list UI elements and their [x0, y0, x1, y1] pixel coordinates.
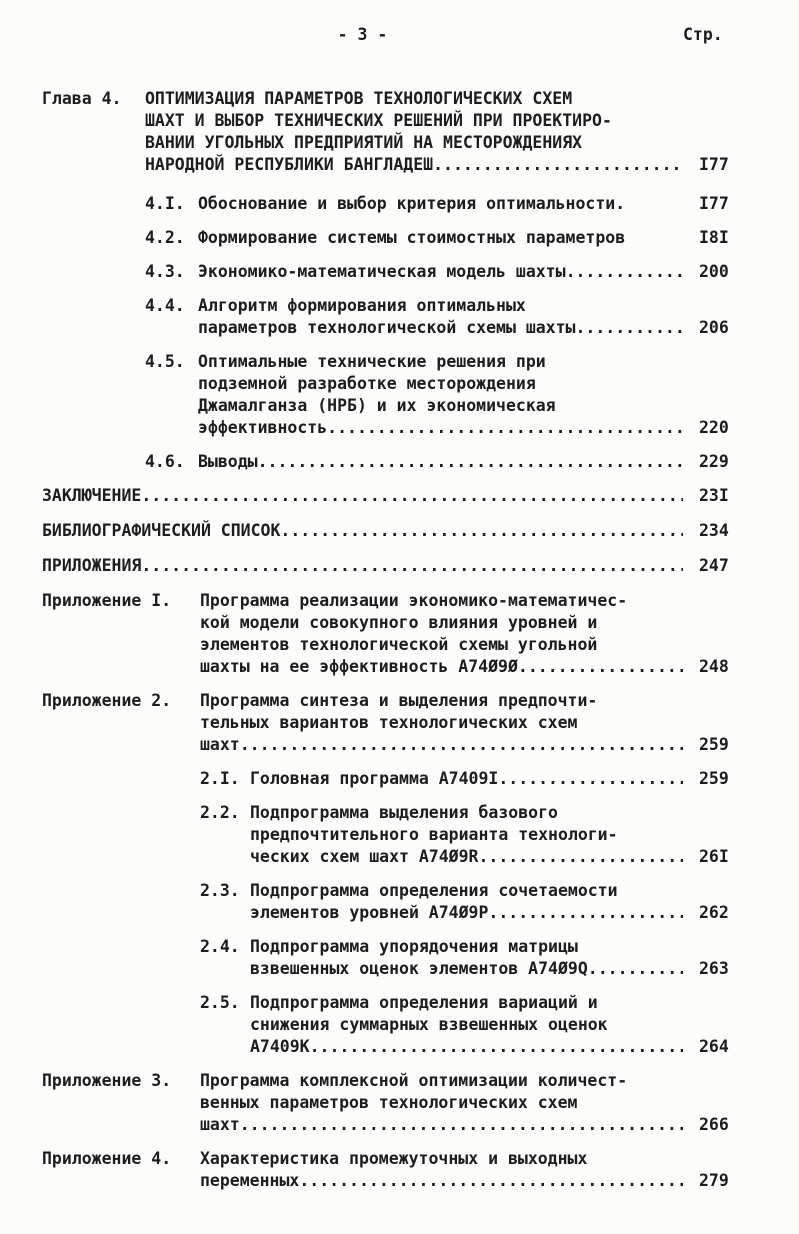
- toc-entry: [42, 451, 753, 473]
- toc-entry-text: [42, 485, 683, 507]
- toc-entry: [42, 261, 753, 283]
- toc-entry-page: 206: [699, 318, 729, 337]
- toc-entry-page: 26I: [699, 847, 729, 866]
- toc-entry-text: [198, 193, 683, 215]
- toc-entry-page: 259: [699, 769, 729, 788]
- toc-line: Головная программа А7409I: [250, 769, 499, 788]
- toc-entry-label: 4.4.: [145, 296, 185, 315]
- toc-line: ВАНИИ УГОЛЬНЫХ ПРЕДПРИЯТИЙ НА МЕСТОРОЖДЕНИЯХ: [145, 133, 583, 152]
- toc-line: ческих схем шахт А74Ø9R: [250, 847, 479, 866]
- toc-entry-text: [198, 261, 683, 283]
- dot-leader: [141, 485, 683, 507]
- toc-entry-label: 2.4.: [200, 937, 240, 956]
- toc-entry-label: 4.I.: [145, 194, 185, 213]
- toc-entry: [42, 936, 753, 980]
- toc-entry: [42, 485, 753, 507]
- toc-entry-label: 4.6.: [145, 452, 185, 471]
- toc-entry: [42, 1148, 753, 1192]
- toc-line: тельных вариантов технологических схем: [200, 713, 578, 732]
- toc-entry-label: 2.5.: [200, 993, 240, 1012]
- toc-line: шахты на ее эффективность А74Ø9Ø: [200, 657, 518, 676]
- toc-entry-text: [250, 880, 683, 924]
- toc-entry-text: [198, 227, 683, 249]
- toc-list: [42, 88, 753, 1192]
- toc-entry-page: 262: [699, 903, 729, 922]
- dot-leader: [258, 451, 683, 473]
- toc-entry-page: 266: [699, 1115, 729, 1134]
- toc-line: Программа комплексной оптимизации количест-: [200, 1071, 628, 1090]
- toc-line: Программа синтеза и выделения предпочти-: [200, 691, 598, 710]
- toc-line: А7409К: [250, 1037, 310, 1056]
- toc-entry-page: 264: [699, 1037, 729, 1056]
- toc-entry-text: [42, 555, 683, 577]
- toc-entry-page: 229: [699, 452, 729, 471]
- toc-line: ОПТИМИЗАЦИЯ ПАРАМЕТРОВ ТЕХНОЛОГИЧЕСКИХ СХЕМ: [145, 89, 573, 108]
- toc-entry-label: 2.3.: [200, 881, 240, 900]
- toc-line: ШАХТ И ВЫБОР ТЕХНИЧЕСКИХ РЕШЕНИЙ ПРИ ПРОЕКТИРО-: [145, 111, 612, 130]
- toc-entry-label: Приложение 2.: [42, 691, 172, 710]
- toc-entry-label: 2.I.: [200, 769, 240, 788]
- toc-line: Программа реализации экономико-математичес-: [200, 591, 628, 610]
- toc-entry-text: [200, 690, 683, 756]
- toc-line: элементов уровней А74Ø9Р: [250, 903, 489, 922]
- dot-leader: [478, 846, 683, 868]
- toc-line: венных параметров технологических схем: [200, 1093, 578, 1112]
- toc-entry-page: 263: [699, 959, 729, 978]
- toc-line: переменных: [200, 1171, 300, 1190]
- toc-line: Выводы: [198, 452, 258, 471]
- toc-entry-text: [250, 992, 683, 1058]
- toc-entry-label: Приложение 4.: [42, 1149, 172, 1168]
- dot-leader: [327, 417, 683, 439]
- page-number: - 3 -: [337, 25, 388, 44]
- page-column-label: Стр.: [683, 25, 723, 44]
- toc-entry: [42, 227, 753, 249]
- toc-line: Экономико-математическая модель шахты: [198, 262, 566, 281]
- toc-line: взвешенных оценок элементов А74Ø9Q: [250, 959, 588, 978]
- toc-entry: [42, 295, 753, 339]
- toc-entry-label: Глава 4.: [42, 89, 122, 108]
- dot-leader: [240, 734, 683, 756]
- toc-entry-label: Приложение 3.: [42, 1071, 172, 1090]
- toc-line: Подпрограмма выделения базового: [250, 803, 558, 822]
- toc-entry-text: [198, 451, 683, 473]
- toc-entry: [42, 88, 753, 176]
- toc-entry-page: 279: [699, 1171, 729, 1190]
- toc-entry-page: I77: [699, 194, 729, 213]
- toc-line: Джамалганза (НРБ) и их экономическая: [198, 396, 556, 415]
- dot-leader: [299, 1170, 683, 1192]
- toc-line: Подпрограмма определения сочетаемости: [250, 881, 618, 900]
- toc-entry-page: 259: [699, 735, 729, 754]
- dot-leader: [588, 958, 683, 980]
- toc-entry-page: 234: [699, 521, 729, 540]
- toc-entry-label: 4.5.: [145, 352, 185, 371]
- dot-leader: [280, 520, 683, 542]
- toc-entry-label: Приложение I.: [42, 591, 172, 610]
- toc-entry-text: [198, 295, 683, 339]
- toc-line: Характеристика промежуточных и выходных: [200, 1149, 588, 1168]
- toc-entry-label: 4.3.: [145, 262, 185, 281]
- toc-entry-page: I8I: [699, 228, 729, 247]
- toc-line: ПРИЛОЖЕНИЯ: [42, 556, 142, 575]
- toc-entry-page: I77: [699, 155, 729, 174]
- toc-entry: [42, 1070, 753, 1136]
- toc-line: Подпрограмма определения вариаций и: [250, 993, 598, 1012]
- dot-leader: [566, 261, 683, 283]
- toc-entry: [42, 351, 753, 439]
- toc-line: кой модели совокупного влияния уровней и: [200, 613, 598, 632]
- dot-leader: [433, 154, 683, 176]
- toc-entry-page: 248: [699, 657, 729, 676]
- toc-entry: [42, 590, 753, 678]
- toc-line: Алгоритм формирования оптимальных: [198, 296, 526, 315]
- toc-entry: [42, 520, 753, 542]
- dot-leader: [310, 1036, 683, 1058]
- toc-line: Формирование системы стоимостных параметров: [198, 228, 626, 247]
- toc-entry: [42, 880, 753, 924]
- toc-entry-text: [250, 802, 683, 868]
- toc-entry-page: 200: [699, 262, 729, 281]
- toc-line: Подпрограмма упорядочения матрицы: [250, 937, 578, 956]
- toc-line: БИБЛИОГРАФИЧЕСКИЙ СПИСОК: [42, 521, 281, 540]
- toc-entry-label: 4.2.: [145, 228, 185, 247]
- toc-line: эффективность: [198, 418, 328, 437]
- dot-leader: [240, 1114, 683, 1136]
- toc-line: ЗАКЛЮЧЕНИЕ: [42, 486, 142, 505]
- toc-entry-text: [250, 768, 683, 790]
- dot-leader: [488, 902, 683, 924]
- toc-entry-page: 247: [699, 556, 729, 575]
- toc-entry-text: [200, 590, 683, 678]
- toc-entry-text: [42, 520, 683, 542]
- toc-line: Оптимальные технические решения при: [198, 352, 546, 371]
- toc-line: шахт: [200, 735, 240, 754]
- toc-entry: [42, 802, 753, 868]
- toc-line: подземной разработке месторождения: [198, 374, 536, 393]
- toc-entry-text: [200, 1070, 683, 1136]
- toc-line: НАРОДНОЙ РЕСПУБЛИКИ БАНГЛАДЕШ: [145, 155, 434, 174]
- toc-line: параметров технологической схемы шахты: [198, 318, 576, 337]
- toc-entry: [42, 690, 753, 756]
- dot-leader: [141, 555, 683, 577]
- toc-entry-text: [198, 351, 683, 439]
- toc-entry: [42, 555, 753, 577]
- dot-leader: [518, 656, 683, 678]
- toc-entry-page: 220: [699, 418, 729, 437]
- toc-entry: [42, 992, 753, 1058]
- toc-line: Обоснование и выбор критерия оптимальности.: [198, 194, 626, 213]
- toc-entry: [42, 768, 753, 790]
- toc-entry-page: 23I: [699, 486, 729, 505]
- toc-line: предпочтительного варианта технологи-: [250, 825, 618, 844]
- toc-line: элементов технологической схемы угольной: [200, 635, 598, 654]
- dot-leader: [498, 768, 683, 790]
- toc-entry-text: [200, 1148, 683, 1192]
- toc-entry-label: 2.2.: [200, 803, 240, 822]
- dot-leader: [576, 317, 684, 339]
- toc-line: шахт: [200, 1115, 240, 1134]
- toc-entry-text: [250, 936, 683, 980]
- toc-entry: [42, 193, 753, 215]
- toc-entry-text: [145, 88, 683, 176]
- page-header: [42, 24, 753, 46]
- toc-line: снижения суммарных взвешенных оценок: [250, 1015, 608, 1034]
